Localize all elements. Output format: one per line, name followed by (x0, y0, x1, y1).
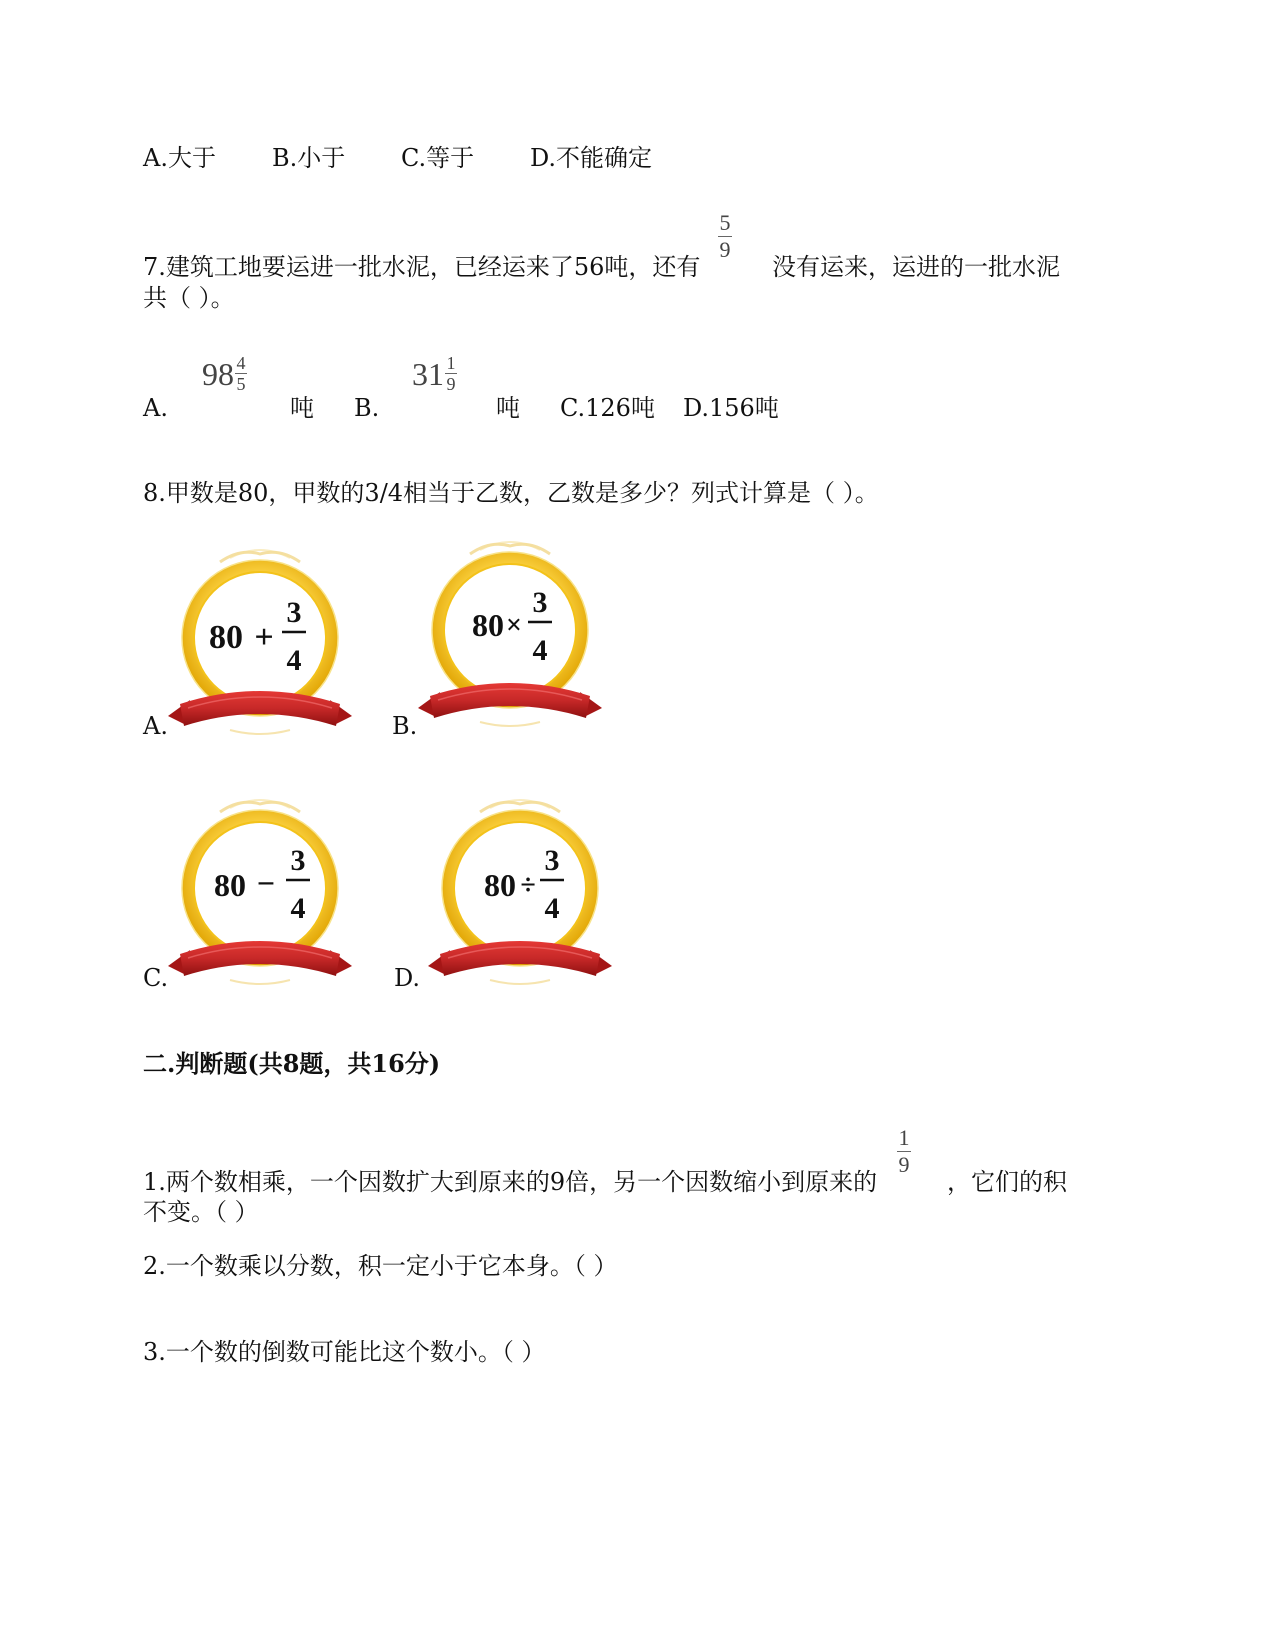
medal-denominator: 4 (286, 644, 302, 677)
medal-whole: 80 (484, 867, 516, 903)
medal-operator: ÷ (520, 870, 536, 901)
q6-option-b: B.小于 (272, 144, 346, 172)
q6-option-c: C.等于 (401, 144, 475, 172)
mixed-denominator: 5 (236, 374, 246, 394)
q7-option-b-label: B. (354, 394, 380, 422)
medal-whole: 80 (209, 619, 243, 656)
q7-option-a-mixed-number (202, 354, 247, 393)
q7-option-a-unit: 吨 (290, 394, 314, 422)
medal-numerator: 3 (532, 586, 548, 619)
medal-denominator: 4 (544, 892, 560, 925)
medal-numerator: 3 (286, 596, 302, 629)
medal-whole: 80 (214, 867, 246, 903)
q8-option-c-medal (160, 790, 360, 990)
q7-text-line2: 共（ ）。 (143, 284, 235, 312)
medal-operator: × (506, 610, 522, 641)
section-title: 二.判断题(共8题，共16分) (143, 1049, 441, 1078)
j1-text-line1-before: 1.两个数相乘，一个因数扩大到原来的9倍，另一个因数缩小到原来的 (143, 1168, 878, 1196)
j2-text: 2.一个数乘以分数，积一定小于它本身。（ ） (143, 1252, 618, 1280)
q7-option-b-unit: 吨 (496, 394, 520, 422)
q7-fraction-denominator: 9 (719, 237, 731, 262)
medal-numerator: 3 (290, 844, 306, 877)
mixed-fraction (445, 354, 457, 393)
j1-fraction-denominator: 9 (898, 1152, 910, 1177)
q8-text: 8.甲数是80，甲数的3/4相当于乙数，乙数是多少？列式计算是（ ）。 (143, 479, 879, 507)
medal-numerator: 3 (544, 844, 560, 877)
medal-denominator: 4 (290, 892, 306, 925)
q7-option-a-label: A. (143, 394, 168, 422)
q7-text-line1-after: 没有运来，运进的一批水泥 (772, 253, 1060, 281)
j1-fraction (897, 1127, 911, 1176)
j1-text-line1-after: ，它们的积 (947, 1168, 1067, 1196)
mixed-fraction (235, 354, 247, 393)
q7-fraction (718, 212, 732, 261)
q7-text-line1-before: 7.建筑工地要运进一批水泥，已经运来了56吨，还有 (143, 253, 701, 281)
q6-option-d: D.不能确定 (530, 144, 653, 172)
q8-option-b-medal (410, 532, 610, 732)
medal-whole: 80 (472, 607, 504, 643)
q8-option-d-label: D. (394, 964, 421, 992)
medal-operator: + (254, 619, 274, 656)
q6-option-a: A.大于 (143, 144, 216, 172)
medal-denominator: 4 (532, 634, 548, 667)
mixed-whole: 31 (412, 355, 444, 392)
mixed-whole: 98 (202, 355, 234, 392)
q8-option-d-medal (420, 790, 620, 990)
q7-option-d: D.156吨 (683, 394, 779, 422)
q8-option-a-label: A. (143, 712, 168, 740)
mixed-numerator: 4 (236, 353, 246, 373)
j1-text-line2: 不变。（ ） (143, 1198, 259, 1226)
mixed-numerator: 1 (446, 353, 456, 373)
q8-option-c-label: C. (143, 964, 169, 992)
q7-fraction-numerator: 5 (719, 210, 731, 235)
mixed-denominator: 9 (446, 374, 456, 394)
medal-operator: − (256, 865, 276, 901)
q7-option-c: C.126吨 (560, 394, 655, 422)
j1-fraction-numerator: 1 (898, 1125, 910, 1150)
q7-option-b-mixed-number (412, 354, 457, 393)
q8-option-a-medal (160, 540, 360, 740)
j3-text: 3.一个数的倒数可能比这个数小。（ ） (143, 1338, 546, 1366)
q8-option-b-label: B. (392, 712, 418, 740)
